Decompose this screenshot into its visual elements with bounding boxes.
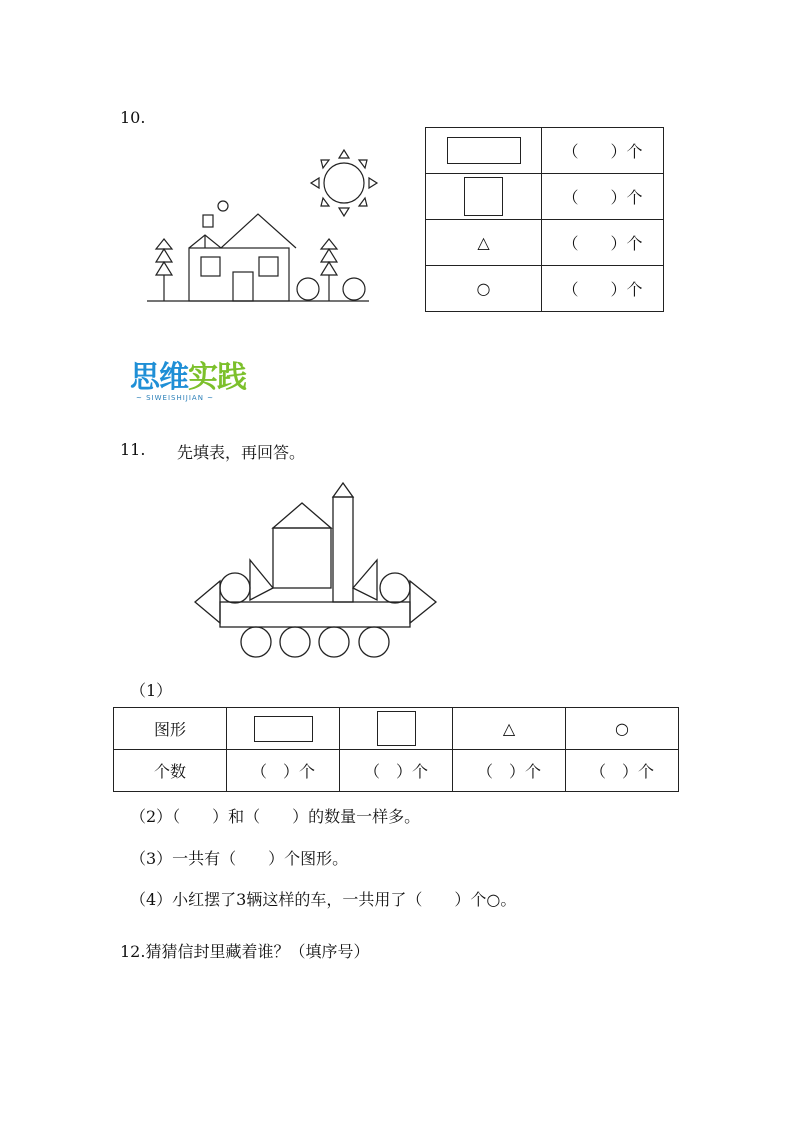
count-cell[interactable]: （ ）个: [566, 750, 679, 792]
sun-ray: [311, 178, 319, 188]
square-icon: [377, 711, 416, 746]
row-label-count: 个数: [114, 750, 227, 792]
shape-cell: [340, 708, 453, 750]
question-12-text: 12.猜猜信封里藏着谁？（填序号）: [120, 942, 370, 961]
sun-ray: [359, 160, 367, 168]
question-10-table: [425, 127, 664, 312]
tree-triangle: [321, 262, 337, 275]
tree-triangle: [156, 262, 172, 275]
question-11-table: [113, 707, 679, 792]
sun-ray: [339, 150, 349, 158]
square-icon: [464, 177, 503, 216]
tree-triangle: [156, 239, 172, 249]
question-10-number: 10.: [120, 108, 146, 127]
tree-triangle: [156, 249, 172, 262]
table-row: [114, 708, 679, 750]
question-11-sub4: （4）小红摆了3辆这样的车，一共用了（ ）个○。: [130, 890, 517, 909]
count-cell[interactable]: （ ）个: [453, 750, 566, 792]
rectangle-icon: [254, 716, 313, 742]
sun-ray: [369, 178, 377, 188]
question-11-number: 11.: [120, 440, 146, 459]
rectangle-icon: [447, 137, 521, 164]
sun-ray: [359, 198, 367, 206]
table-row: [426, 266, 664, 312]
shape-cell: [426, 128, 542, 174]
side-triangle: [250, 560, 273, 600]
triangle-icon: △: [453, 708, 566, 750]
question-11-sub3: （3）一共有（ ）个图形。: [130, 849, 349, 868]
question-11-instruction: 先填表，再回答。: [177, 443, 306, 462]
table-row: [426, 128, 664, 174]
wheel-circle: [241, 627, 271, 657]
wheel-circle: [280, 627, 310, 657]
sun-circle: [324, 163, 364, 203]
circle-icon: ○: [426, 266, 542, 312]
sun-ray: [321, 160, 329, 168]
logo-subtitle: ~ SIWEISHIJIAN ~: [136, 394, 215, 402]
triangle-icon: △: [426, 220, 542, 266]
count-cell[interactable]: （ ）个: [542, 174, 664, 220]
house-picture: [145, 148, 380, 308]
sun-ray: [339, 208, 349, 216]
shape-cell: [227, 708, 340, 750]
table-row: [114, 750, 679, 792]
ball-circle: [297, 278, 319, 300]
tower-rectangle: [333, 497, 353, 602]
count-cell[interactable]: （ ）个: [227, 750, 340, 792]
table-row: [426, 174, 664, 220]
roof-triangle: [273, 503, 331, 528]
end-triangle: [410, 581, 436, 623]
tree-triangle: [321, 249, 337, 262]
siweishijian-logo: [130, 362, 246, 402]
wheel-circle: [319, 627, 349, 657]
chimney-square: [203, 215, 213, 227]
question-11-sub2: （2）（ ）和（ ）的数量一样多。: [130, 807, 421, 826]
logo-text-part1: 思维: [130, 360, 188, 395]
top-circle: [380, 573, 410, 603]
tree-triangle: [321, 239, 337, 249]
square-block: [273, 528, 331, 588]
logo-text-part2: 实践: [188, 360, 246, 395]
top-circle: [220, 573, 250, 603]
count-cell[interactable]: （ ）个: [340, 750, 453, 792]
house-window: [201, 257, 220, 276]
table-row: [426, 220, 664, 266]
sun-ray: [321, 198, 329, 206]
wheel-circle: [359, 627, 389, 657]
side-triangle: [353, 560, 377, 600]
vehicle-picture: [190, 480, 440, 660]
question-11-sub1: （1）: [130, 681, 173, 700]
house-door: [233, 272, 253, 301]
circle-icon: ○: [566, 708, 679, 750]
count-cell[interactable]: （ ）个: [542, 128, 664, 174]
shape-cell: [426, 174, 542, 220]
base-rectangle: [220, 602, 410, 627]
tower-triangle: [333, 483, 353, 497]
row-label-shape: 图形: [114, 708, 227, 750]
house-wall: [189, 248, 289, 301]
chimney-smoke: [218, 201, 228, 211]
house-window: [259, 257, 278, 276]
ball-circle: [343, 278, 365, 300]
count-cell[interactable]: （ ）个: [542, 220, 664, 266]
end-triangle: [195, 581, 220, 623]
count-cell[interactable]: （ ）个: [542, 266, 664, 312]
